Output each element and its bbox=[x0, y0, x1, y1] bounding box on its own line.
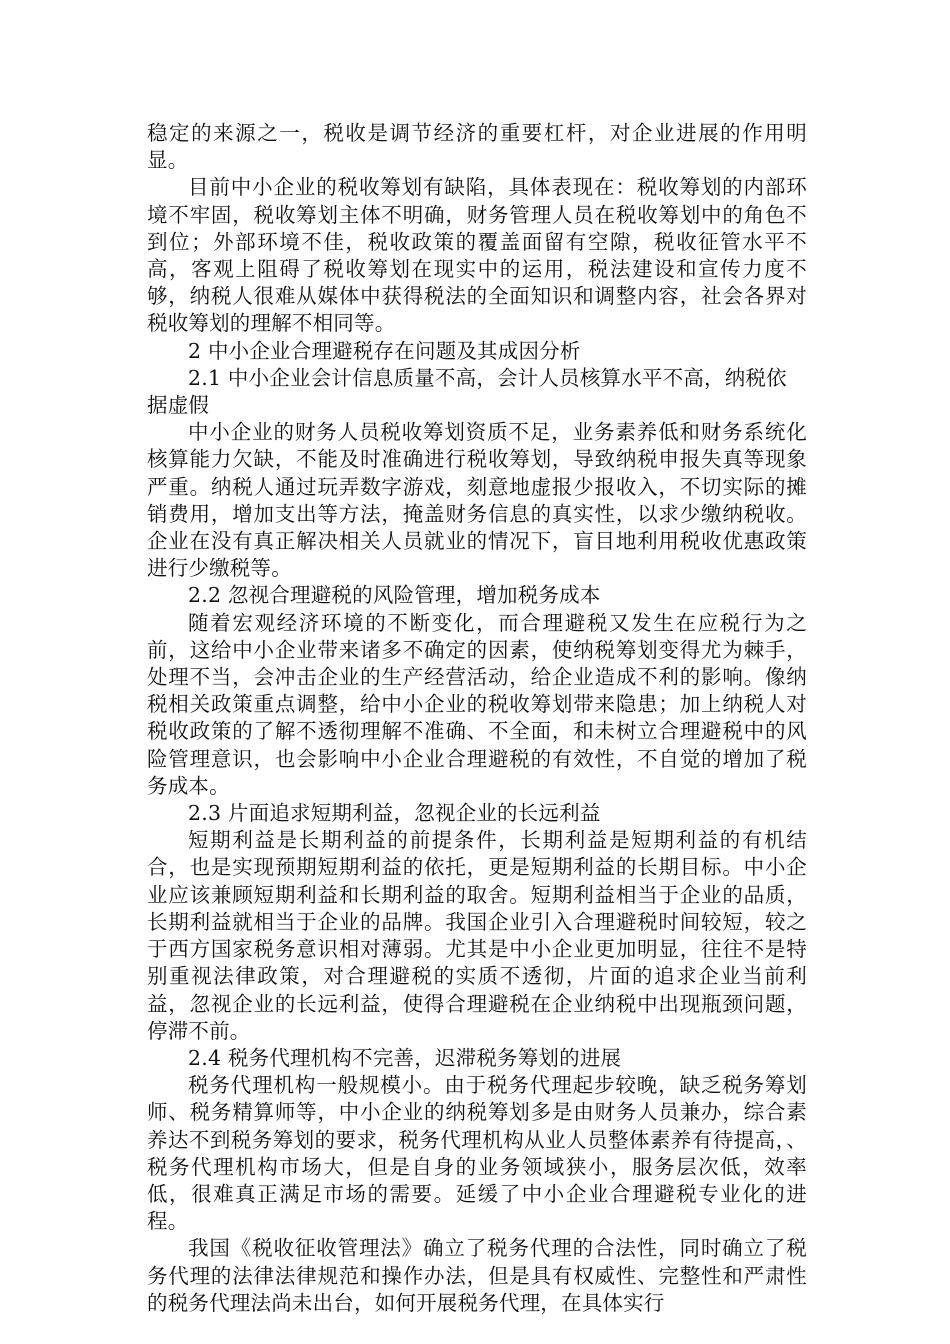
paragraph-continuation: 稳定的来源之一，税收是调节经济的重要杠杆，对企业进展的作用明显。 bbox=[147, 121, 807, 173]
subsection-heading-2-4: 2.4 税务代理机构不完善，迟滞税务筹划的进展 bbox=[188, 1045, 622, 1070]
paragraph-tax-planning-defects: 目前中小企业的税收筹划有缺陷，具体表现在：税收筹划的内部环境不牢固，税收筹划主体不明确，财务管理人员在税收筹划中的角色不到位；外部环境不佳，税收政策的覆盖面留有空隙，税收征管水平不高，客观上阻碍了税收筹划在现实中的运用，税法建设和宣传力度不够，纳税人很难从媒体中获得税法的全面知识和调整内容，社会各界对税收筹划的理解不相同等。 bbox=[147, 175, 807, 336]
document-page bbox=[147, 120, 807, 1317]
subsection-heading-2-1: 2.1 中小企业会计信息质量不高，会计人员核算水平不高，纳税依据虚假 bbox=[147, 365, 787, 418]
paragraph-tax-law: 我国《税收征收管理法》确立了税务代理的合法性，同时确立了税务代理的法律法律规范和操作办法，但是具有权威性、完整性和严肃性的税务代理法尚未出台，如何开展税务代理，在具体实行 bbox=[147, 1236, 807, 1315]
paragraph-short-term-interest: 短期利益是长期利益的前提条件，长期利益是短期利益的有机结合，也是实现预期短期利益的依托，更是短期利益的长期目标。中小企业应该兼顾短期利益和长期利益的取舍。短期利益相当于企业的品质，长期利益就相当于企业的品牌。我国企业引入合理避税时间较短，较之于西方国家税务意识相对薄弱。尤其是中小企业更加明显，往往不是特别重视法律政策，对合理避税的实质不透彻，片面的追求企业当前利益，忽视企业的长远利益，使得合理避税在企业纳税中出现瓶颈问题，停滞不前。 bbox=[147, 828, 807, 1043]
paragraph-accounting-quality: 中小企业的财务人员税收筹划资质不足，业务素养低和财务系统化核算能力欠缺，不能及时准确进行税收筹划，导致纳税申报失真等现象严重。纳税人通过玩弄数字游戏，刻意地虚报少报收入，不切实际的摊销费用，增加支出等方法，掩盖财务信息的真实性，以求少缴纳税收。企业在没有真正解决相关人员就业的情况下，盲目地利用税收优惠政策进行少缴税等。 bbox=[147, 420, 807, 581]
subsection-heading-2-3: 2.3 片面追求短期利益，忽视企业的长远利益 bbox=[188, 801, 601, 826]
subsection-heading-2-2: 2.2 忽视合理避税的风险管理，增加税务成本 bbox=[188, 583, 601, 608]
section-heading-2: 2 中小企业合理避税存在问题及其成因分析 bbox=[188, 338, 581, 363]
paragraph-risk-management: 随着宏观经济环境的不断变化，而合理避税又发生在应税行为之前，这给中小企业带来诸多不确定的因素，使纳税筹划变得尤为棘手，处理不当，会冲击企业的生产经营活动，给企业造成不利的影响。像纳税相关政策重点调整，给中小企业的税收筹划带来隐患；加上纳税人对税收政策的了解不透彻理解不准确、不全面，和未树立合理避税中的风险管理意识，也会影响中小企业合理避税的有效性，不自觉的增加了税务成本。 bbox=[147, 610, 807, 798]
paragraph-tax-agency: 税务代理机构一般规模小。由于税务代理起步较晚，缺乏税务筹划师、税务精算师等，中小企业的纳税筹划多是由财务人员兼办，综合素养达不到税务筹划的要求，税务代理机构从业人员整体素养有待提高，、税务代理机构市场大，但是自身的业务领域狭小，服务层次低，效率低，很难真正满足市场的需要。延缓了中小企业合理避税专业化的进程。 bbox=[147, 1073, 807, 1234]
